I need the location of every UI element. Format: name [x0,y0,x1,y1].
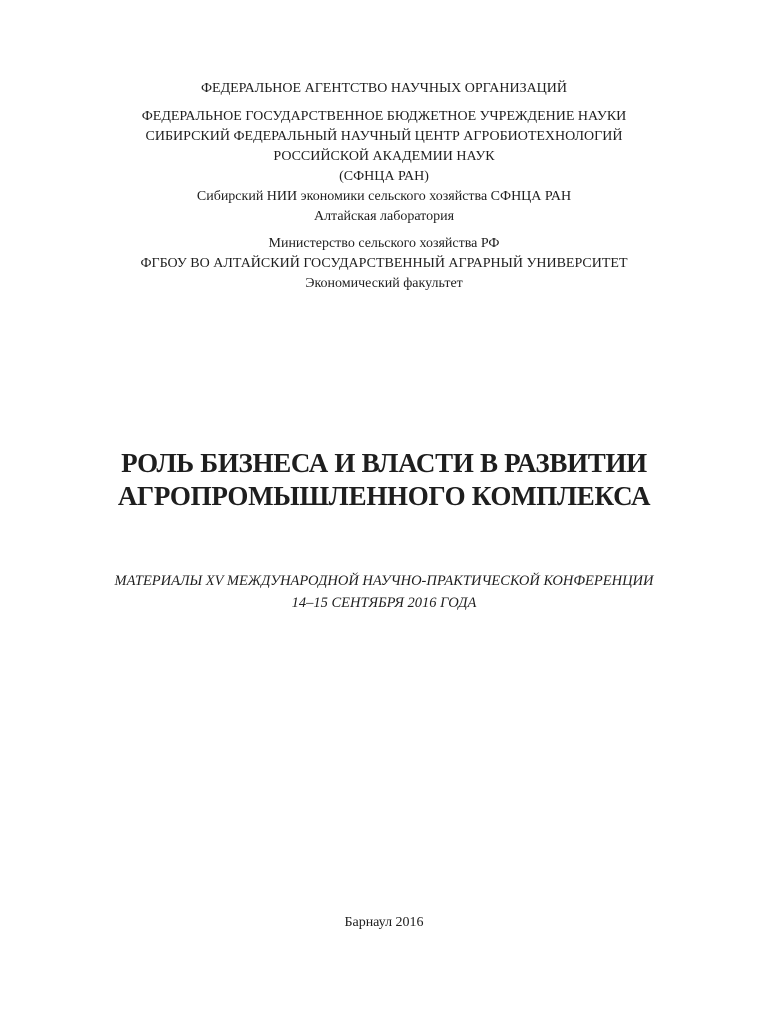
document-title-line-1: РОЛЬ БИЗНЕСА И ВЛАСТИ В РАЗВИТИИ [121,448,647,478]
laboratory-name: Алтайская лаборатория [313,209,455,224]
conference-dates: 14–15 СЕНТЯБРЯ 2016 ГОДА [291,595,477,611]
agency-name: ФЕДЕРАЛЬНОЕ АГЕНТСТВО НАУЧНЫХ ОРГАНИЗАЦИЙ [200,81,568,96]
ministry-name: Министерство сельского хозяйства РФ [268,236,500,251]
faculty-name: Экономический факультет [305,276,463,291]
university-name: ФГБОУ ВО АЛТАЙСКИЙ ГОСУДАРСТВЕННЫЙ АГРАРНЫЙ УНИВЕРСИТЕТ [140,256,628,271]
place-and-year: Барнаул 2016 [344,915,424,930]
institution-abbreviation: (СФНЦА РАН) [339,169,429,184]
document-title-line-2: АГРОПРОМЫШЛЕННОГО КОМПЛЕКСА [117,481,651,511]
institution-line-1: ФЕДЕРАЛЬНОЕ ГОСУДАРСТВЕННОЕ БЮДЖЕТНОЕ УЧРЕЖДЕНИЕ НАУКИ [141,109,627,124]
institution-line-3: РОССИЙСКОЙ АКАДЕМИИ НАУК [273,149,495,164]
institution-line-2: СИБИРСКИЙ ФЕДЕРАЛЬНЫЙ НАУЧНЫЙ ЦЕНТР АГРОБИОТЕХНОЛОГИЙ [145,129,623,144]
conference-subtitle: МАТЕРИАЛЫ XV МЕЖДУНАРОДНОЙ НАУЧНО-ПРАКТИЧЕСКОЙ КОНФЕРЕНЦИИ [114,573,654,589]
institute-name: Сибирский НИИ экономики сельского хозяйства СФНЦА РАН [196,189,572,204]
